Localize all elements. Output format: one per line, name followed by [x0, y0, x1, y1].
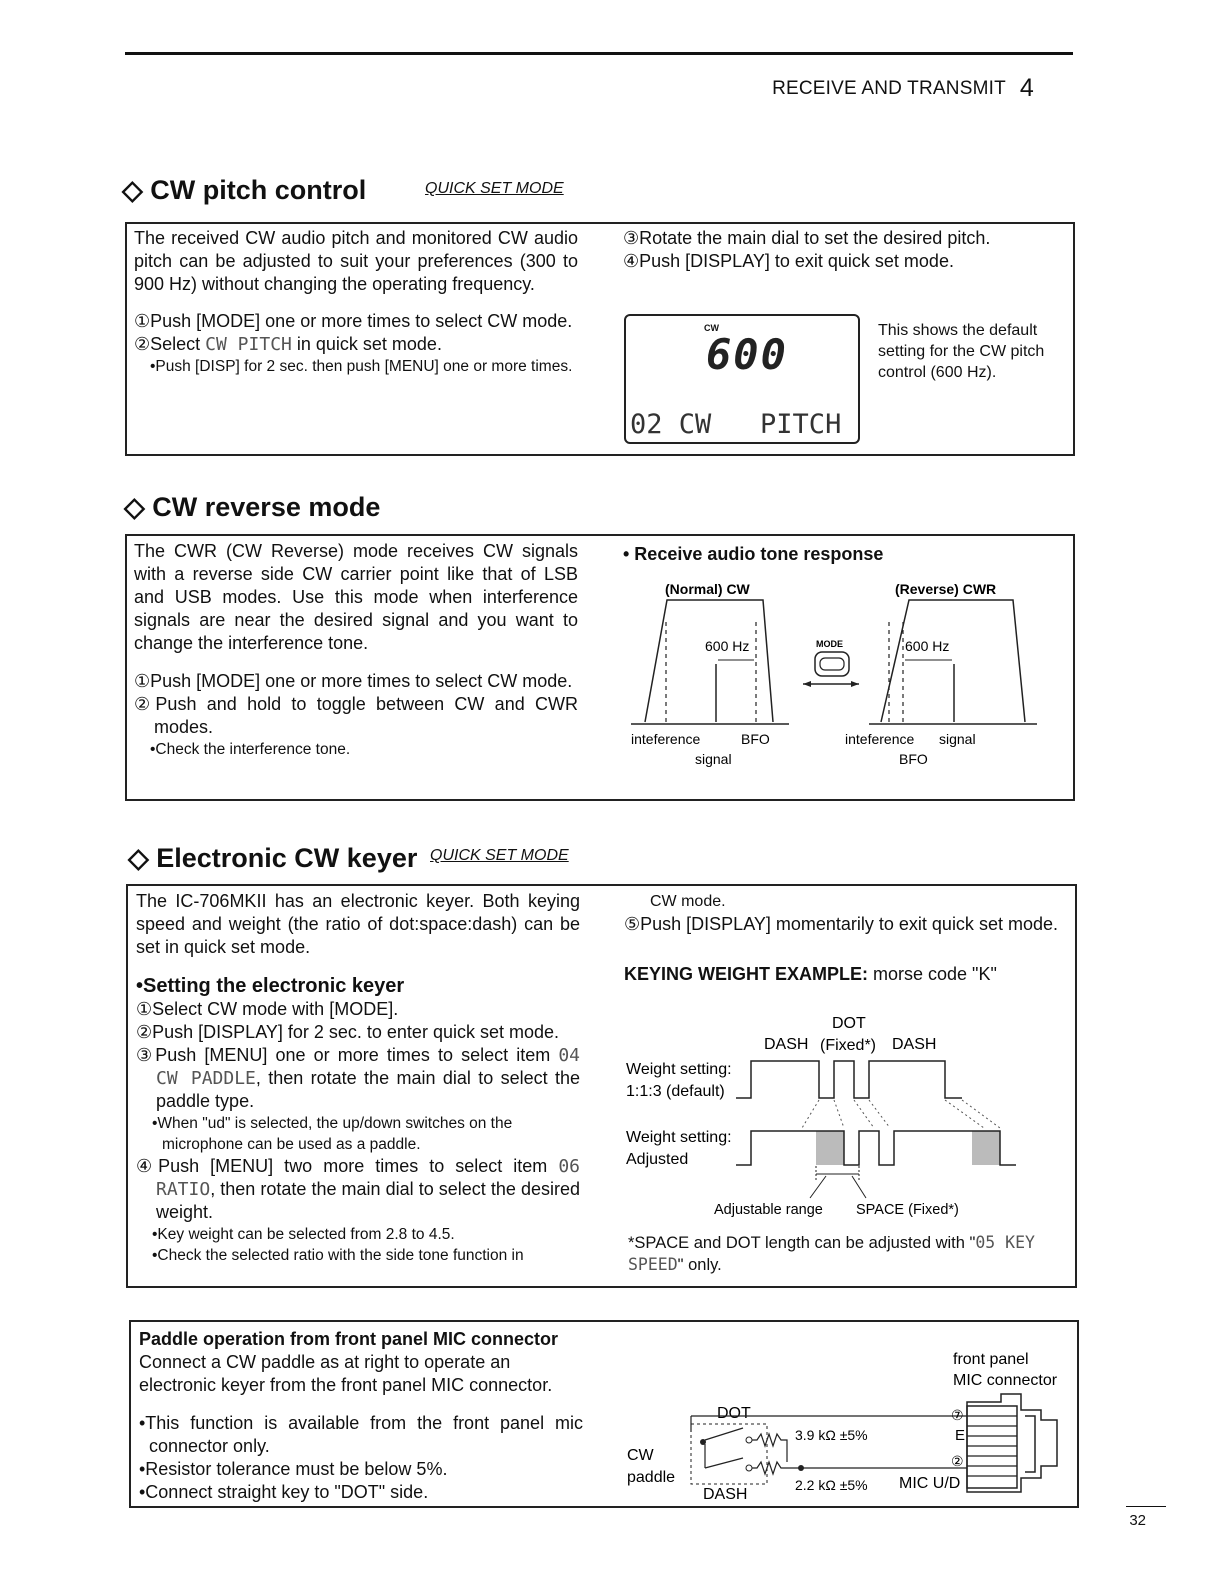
cw-pitch-title: ◇ CW pitch control — [122, 175, 367, 205]
keyer-step4-lcd: 06 RATIO — [156, 1156, 580, 1200]
keyer-step4 — [136, 1155, 580, 1224]
pin7-label: ⑦ — [951, 1407, 964, 1423]
weight-default-label1: Weight setting: — [626, 1061, 732, 1078]
cw-pitch-step2-prefix: ②Select — [134, 334, 206, 354]
dash-label-left: DASH — [764, 1036, 809, 1053]
keyer-step3-lcd: 04 CW PADDLE — [156, 1045, 580, 1089]
normal-interference-label: inteference — [631, 731, 701, 747]
cw-pitch-step4: ④Push [DISPLAY] to exit quick set mode. — [623, 251, 954, 271]
chapter-title: RECEIVE AND TRANSMIT — [772, 78, 1006, 99]
paddle-word-label: paddle — [627, 1469, 676, 1486]
weight-adjusted-label1: Weight setting: — [626, 1129, 732, 1146]
paddle-title: Paddle operation from front panel MIC connector — [139, 1329, 559, 1349]
page-number: 32 — [1129, 1512, 1146, 1529]
resistor-2k2-label: 2.2 kΩ ±5% — [795, 1477, 868, 1493]
mode-button-inner — [820, 658, 844, 670]
keyer-step2: ②Push [DISPLAY] for 2 sec. to enter quick set mode. — [136, 1022, 559, 1042]
keyer-footnote-lcd: 05 KEY SPEED — [628, 1233, 1035, 1274]
paddle-wiring-diagram — [621, 1342, 1077, 1506]
guide-lines — [802, 1100, 1000, 1128]
keying-weight-diagram — [622, 1008, 1072, 1226]
cw-reverse-step1: ①Push [MODE] one or more times to select CW mode. — [134, 671, 573, 691]
adjustable-range-label: Adjustable range — [714, 1202, 823, 1218]
lcd-caption: This shows the default setting for the CW pitch control (600 Hz). — [878, 322, 1045, 381]
keying-example-rest: morse code "K" — [868, 964, 997, 984]
keying-example-title — [624, 964, 1070, 985]
paddle-bullet2: •Resistor tolerance must be below 5%. — [139, 1459, 448, 1479]
keyer-step4-note2: •Check the selected ratio with the side tone function in — [152, 1247, 524, 1264]
paddle-bullet3: •Connect straight key to "DOT" side. — [139, 1482, 429, 1502]
keying-example-bold: KEYING WEIGHT EXAMPLE: — [624, 964, 869, 984]
keyer-step3-prefix: ③Push [MENU] one or more times to select item — [136, 1045, 559, 1065]
keyer-step4-suffix: , then rotate the main dial to select the desired weight. — [156, 1179, 580, 1222]
mic-ud-label: MIC U/D — [899, 1475, 961, 1492]
cw-pitch-step2 — [134, 333, 578, 356]
normal-cw-label: (Normal) CW — [665, 581, 750, 597]
dash-contact — [746, 1465, 752, 1471]
paddle-bullet1: •This function is available from the front panel mic connector only. — [139, 1413, 583, 1456]
connector-pin-lines — [967, 1416, 1017, 1476]
reverse-interference-label: inteference — [845, 731, 915, 747]
keyer-title: ◇ Electronic CW keyer — [128, 843, 418, 873]
adjustable-range-pointer — [810, 1176, 826, 1198]
reverse-freq-label: 600 Hz — [905, 638, 950, 654]
cw-reverse-intro: The CWR (CW Reverse) mode receives CW signals with a reverse side CW carrier point like that of LSB and USB modes. Use this mode when interference signals are near the desired signal and you want to change the interference tone. — [134, 541, 578, 653]
reverse-cwr-label: (Reverse) CWR — [895, 581, 997, 597]
mic-connector-icon — [967, 1394, 1057, 1492]
toggle-arrow-left-icon — [803, 681, 811, 687]
mode-label: MODE — [816, 639, 843, 649]
cw-pitch-step2-suffix: in quick set mode. — [291, 334, 442, 354]
keyer-sub-title: •Setting the electronic keyer — [136, 975, 405, 997]
weight-adjusted-label2: Adjusted — [626, 1151, 689, 1168]
lcd-mode: CW — [704, 323, 719, 333]
resistor-3k9-label: 3.9 kΩ ±5% — [795, 1427, 868, 1443]
connector-latch-icon — [1025, 1416, 1035, 1472]
cw-pitch-quick-label: QUICK SET MODE — [425, 180, 564, 197]
resistor-3k9-icon — [752, 1434, 787, 1462]
dot-switch — [705, 1428, 743, 1440]
keyer-step4-note1: •Key weight can be selected from 2.8 to 4.5. — [152, 1226, 455, 1243]
normal-signal-label: signal — [695, 751, 732, 767]
adjusted-dash-shade-2 — [972, 1131, 1000, 1165]
default-waveform — [736, 1061, 962, 1098]
tone-response-diagram — [623, 574, 1043, 774]
dot-contact — [746, 1437, 752, 1443]
mic-connector-label: MIC connector — [953, 1372, 1058, 1389]
keyer-footnote — [628, 1232, 1068, 1276]
keyer-continued: CW mode. — [650, 893, 726, 910]
cw-reverse-step2: ②Push and hold to toggle between CW and CWR modes. — [134, 694, 578, 737]
dot-label: DOT — [832, 1015, 866, 1032]
dash-terminal-label: DASH — [703, 1486, 748, 1503]
adjusted-dash-shade-1 — [816, 1131, 844, 1165]
keyer-step5: ⑤Push [DISPLAY] momentarily to exit quick set mode. — [624, 914, 1058, 934]
fixed-label: (Fixed*) — [820, 1037, 877, 1054]
reverse-bfo-label: BFO — [899, 751, 928, 767]
tone-response-title: • Receive audio tone response — [623, 544, 884, 564]
chapter-number: 4 — [1019, 74, 1034, 102]
dash-switch — [705, 1458, 743, 1468]
weight-default-label2: 1:1:3 (default) — [626, 1083, 725, 1100]
cw-pitch-step2-note: •Push [DISP] for 2 sec. then push [MENU] one or more times. — [150, 358, 573, 375]
dot-terminal-label: DOT — [717, 1405, 751, 1422]
lcd-display — [624, 314, 860, 444]
normal-passband — [645, 600, 773, 722]
keyer-box — [126, 884, 1077, 1288]
front-panel-label: front panel — [953, 1351, 1029, 1368]
toggle-arrow-right-icon — [851, 681, 859, 687]
pin2-label: ② — [951, 1453, 964, 1469]
cw-pitch-step2-lcd: CW PITCH — [205, 334, 292, 355]
keyer-step3-note: •When "ud" is selected, the up/down switches on the microphone can be used as a paddle. — [152, 1115, 513, 1153]
space-fixed-label: SPACE (Fixed*) — [856, 1202, 959, 1218]
cw-reverse-box — [125, 534, 1075, 801]
keyer-footnote-suffix: " only. — [677, 1256, 722, 1274]
reverse-signal-label: signal — [939, 731, 976, 747]
lcd-value: 600 — [706, 330, 788, 379]
cw-pitch-step3: ③Rotate the main dial to set the desired pitch. — [623, 228, 991, 248]
keyer-step4-prefix: ④Push [MENU] two more times to select item — [136, 1156, 559, 1176]
pin-e-label: E — [955, 1427, 966, 1444]
cw-pitch-intro: The received CW audio pitch and monitored CW audio pitch can be adjusted to suit your preferences (300 to 900 Hz) without changing the operating frequency. — [134, 228, 578, 294]
normal-bfo-label: BFO — [741, 731, 770, 747]
keyer-step1: ①Select CW mode with [MODE]. — [136, 999, 399, 1019]
paddle-intro: Connect a CW paddle as at right to operate an electronic keyer from the front panel MIC connector. — [139, 1352, 553, 1395]
cw-label: CW — [627, 1447, 654, 1464]
lcd-line: 02 CW PITCH — [630, 409, 842, 440]
keyer-step3-suffix: , then rotate the main dial to select the paddle type. — [156, 1068, 580, 1111]
cw-pitch-box — [125, 222, 1075, 456]
cw-reverse-title: ◇ CW reverse mode — [124, 492, 381, 522]
cw-pitch-step1: ①Push [MODE] one or more times to select CW mode. — [134, 311, 573, 331]
dash-label-right: DASH — [892, 1036, 937, 1053]
keyer-intro: The IC-706MKII has an electronic keyer. Both keying speed and weight (the ratio of dot:space:dash) can be set in quick set mode. — [136, 891, 580, 957]
keyer-quick-label: QUICK SET MODE — [430, 847, 569, 864]
page-number-rule — [1126, 1506, 1166, 1507]
chapter-header — [772, 72, 1034, 101]
resistor-2k2-icon — [752, 1462, 801, 1474]
normal-freq-label: 600 Hz — [705, 638, 750, 654]
top-rule — [125, 52, 1073, 55]
cw-reverse-step2-note: •Check the interference tone. — [150, 741, 351, 758]
paddle-box — [129, 1320, 1079, 1508]
keyer-step3 — [136, 1044, 580, 1113]
keyer-footnote-prefix: *SPACE and DOT length can be adjusted with " — [628, 1234, 976, 1252]
